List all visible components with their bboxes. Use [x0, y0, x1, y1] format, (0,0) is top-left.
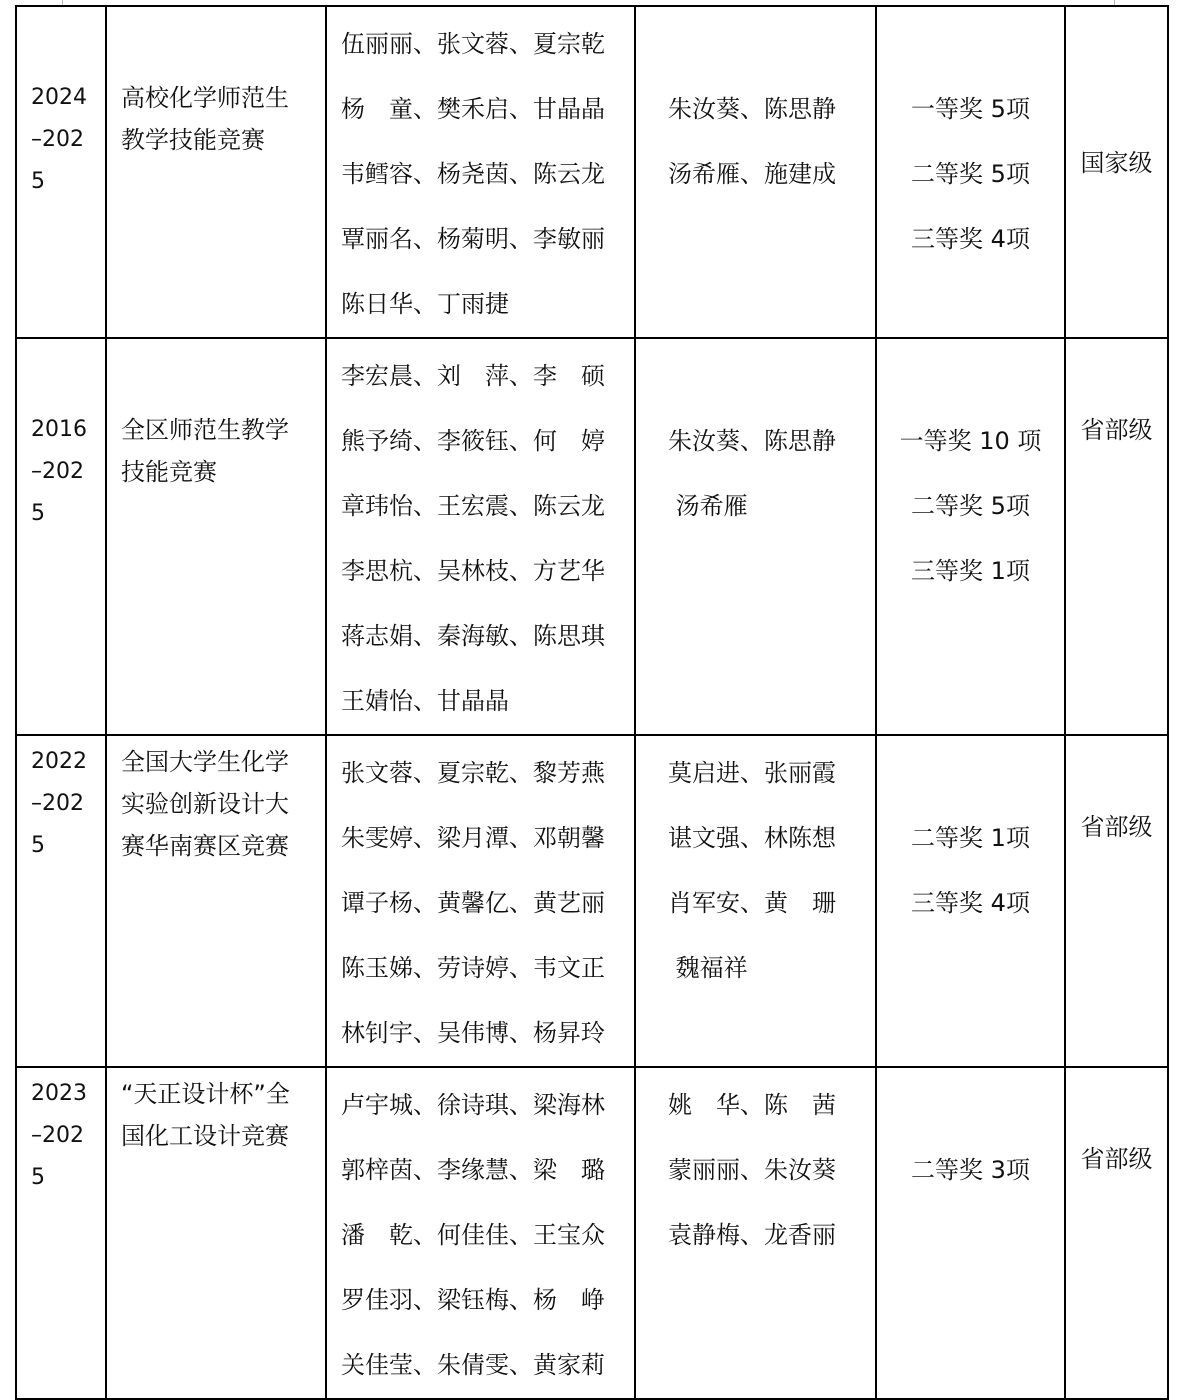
teachers-cell: 朱汝葵、陈思静 汤希雁: [635, 338, 876, 735]
competition-cell: 全区师范生教学 技能竞赛: [106, 338, 326, 735]
awards-cell: 一等奖 10 项 二等奖 5项 三等奖 1项: [876, 338, 1065, 735]
level-cell: 省部级: [1065, 1067, 1168, 1399]
table-row: [16, 6, 1168, 338]
year-cell: 2016 –202 5: [16, 338, 106, 735]
competition-cell: “天正设计杯”全 国化工设计竞赛: [106, 1067, 326, 1399]
year-cell: 2023 –202 5: [16, 1067, 106, 1399]
students-cell: 李宏晨、刘 萍、李 硕 熊予绮、李筱钰、何 婷 章玮怡、王宏震、陈云龙 李思杭、吴林枝、方艺华 蒋志娟、秦海敏、陈思琪 王婧怡、甘晶晶: [326, 338, 635, 735]
competition-cell: 全国大学生化学 实验创新设计大 赛华南赛区竞赛: [106, 735, 326, 1067]
awards-cell: 二等奖 3项: [876, 1067, 1065, 1399]
level-cell: 省部级: [1065, 735, 1168, 1067]
level-cell: 国家级: [1065, 6, 1168, 338]
year-cell: 2024 –202 5: [16, 6, 106, 338]
year-cell: 2022 –202 5: [16, 735, 106, 1067]
competition-cell: 高校化学师范生 教学技能竞赛: [106, 6, 326, 338]
students-cell: 张文蓉、夏宗乾、黎芳燕 朱雯婷、梁月潭、邓朝馨 谭子杨、黄馨亿、黄艺丽 陈玉娣、劳诗婷、韦文正 林钊宇、吴伟博、杨昇玲: [326, 735, 635, 1067]
table-row: [16, 338, 1168, 735]
table-row: [16, 1067, 1168, 1399]
teachers-cell: 莫启进、张丽霞 谌文强、林陈想 肖军安、黄 珊 魏福祥: [635, 735, 876, 1067]
awards-table: [15, 5, 1169, 1400]
teachers-cell: 姚 华、陈 茜 蒙丽丽、朱汝葵 袁静梅、龙香丽: [635, 1067, 876, 1399]
awards-cell: 一等奖 5项 二等奖 5项 三等奖 4项: [876, 6, 1065, 338]
awards-cell: 二等奖 1项 三等奖 4项: [876, 735, 1065, 1067]
students-cell: 伍丽丽、张文蓉、夏宗乾 杨 童、樊禾启、甘晶晶 韦鳕容、杨尧茵、陈云龙 覃丽名、杨菊明、李敏丽 陈日华、丁雨捷: [326, 6, 635, 338]
table-row: [16, 735, 1168, 1067]
teachers-cell: 朱汝葵、陈思静 汤希雁、施建成: [635, 6, 876, 338]
level-cell: 省部级: [1065, 338, 1168, 735]
students-cell: 卢宇城、徐诗琪、梁海林 郭梓茵、李缘慧、梁 璐 潘 乾、何佳佳、王宝众 罗佳羽、梁钰梅、杨 峥 关佳莹、朱倩雯、黄家莉: [326, 1067, 635, 1399]
